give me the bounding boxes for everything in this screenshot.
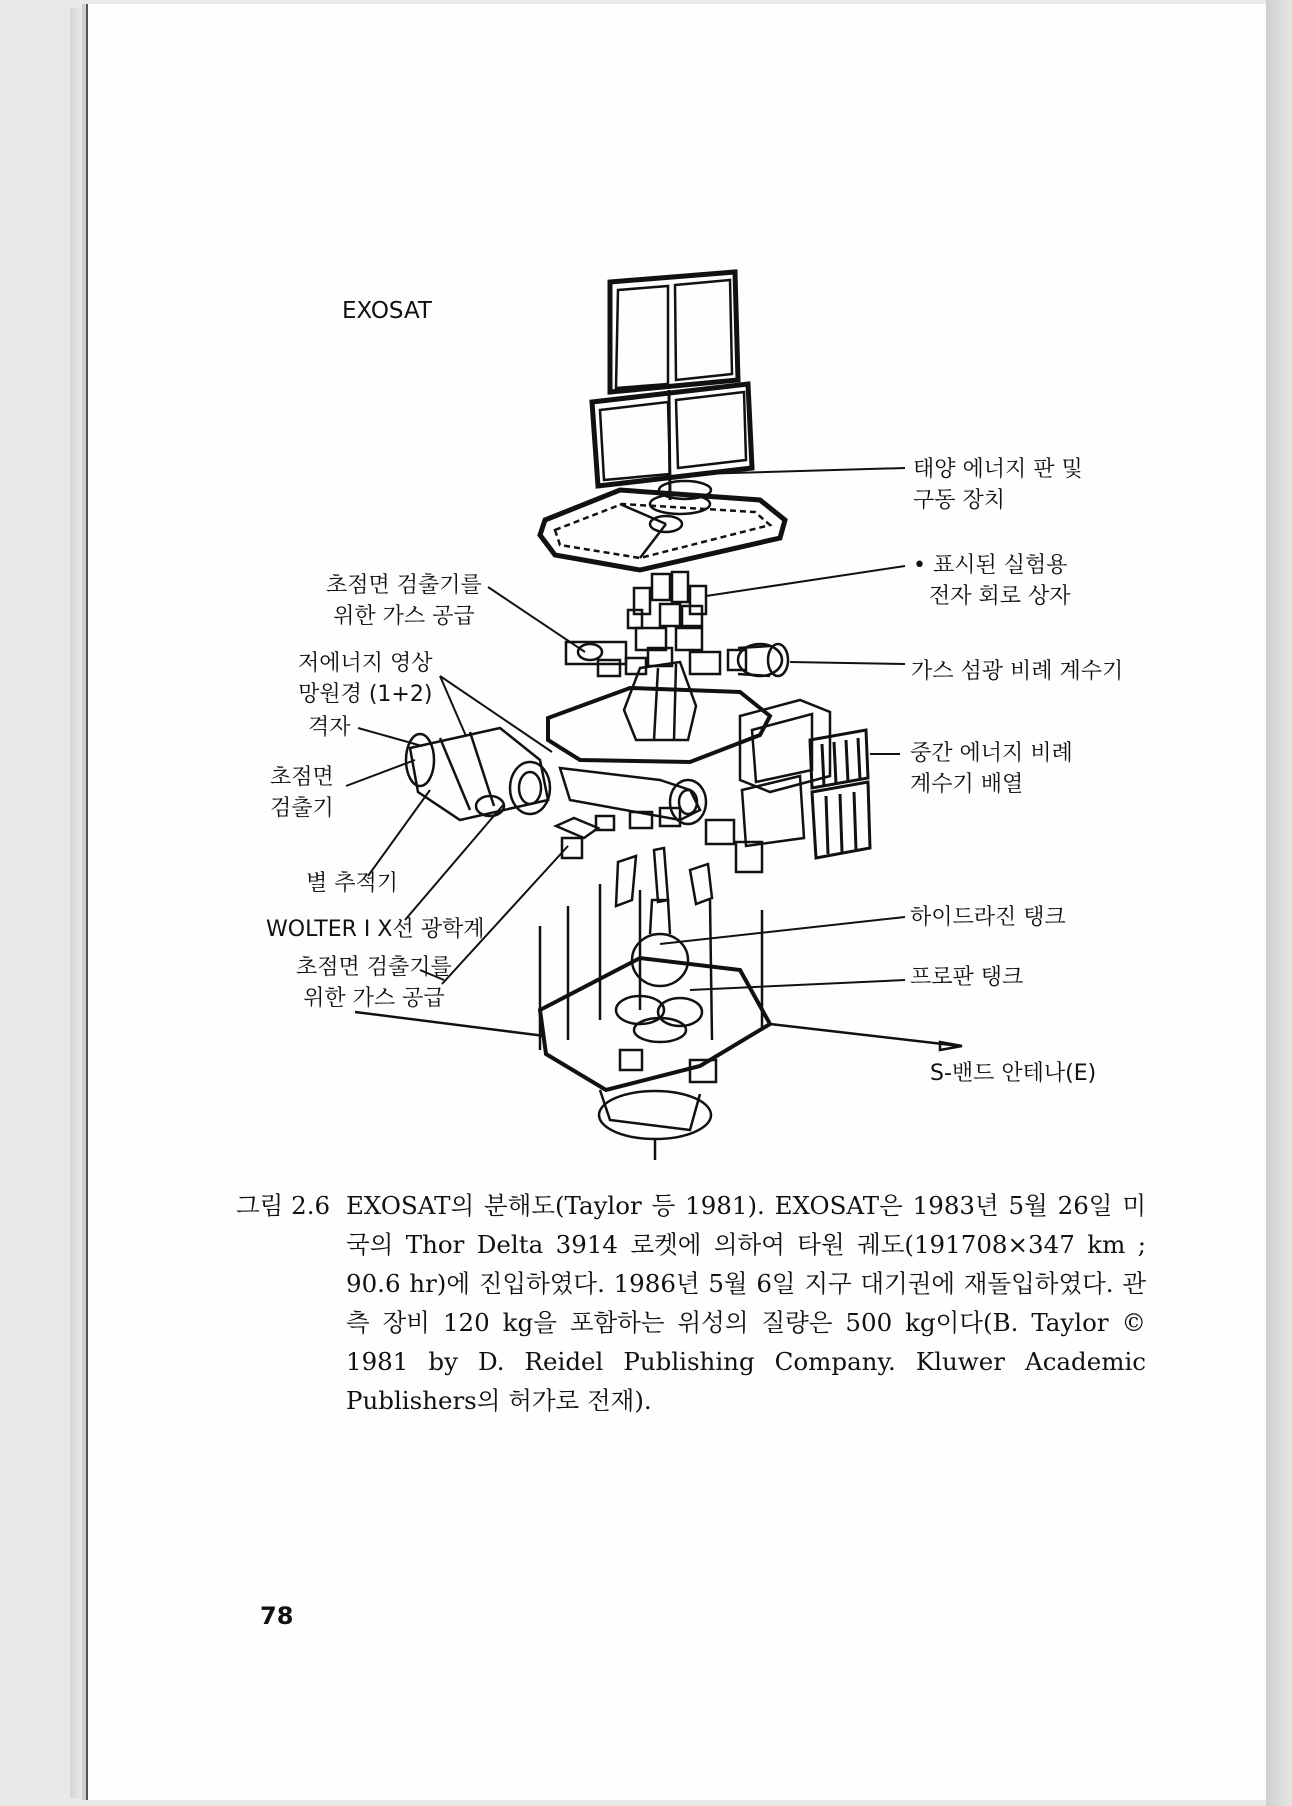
lower-boxes-drawing <box>556 808 762 906</box>
label-line: 저에너지 영상 <box>298 651 433 676</box>
label-electronics-box <box>913 550 1071 612</box>
label-propane-tank: 프로판 탱크 <box>910 965 1024 990</box>
label-line: 전자 회로 상자 <box>929 584 1071 609</box>
label-line: 위한 가스 공급 <box>303 986 445 1011</box>
label-focal-plane-detector <box>270 762 334 824</box>
label-line: 태양 에너지 판 및 <box>913 457 1083 482</box>
label-hydrazine-tank: 하이드라진 탱크 <box>910 905 1066 930</box>
electronics-boxes-drawing <box>628 572 706 628</box>
label-gas-scintillation: 가스 섬광 비례 계수기 <box>911 659 1124 684</box>
label-line: 구동 장치 <box>913 488 1006 513</box>
caption-label: 그림 2.6 <box>236 1191 331 1220</box>
label-gas-supply-bottom <box>296 952 452 1014</box>
label-low-energy-telescope <box>298 648 433 710</box>
label-line: 중간 에너지 비례 <box>910 741 1073 766</box>
label-line: 망원경 (1+2) <box>298 682 433 707</box>
label-grating: 격자 <box>308 715 351 740</box>
figure-title: EXOSAT <box>342 298 432 324</box>
label-s-band-antenna: S-밴드 안테나(E) <box>930 1061 1097 1086</box>
label-gas-supply-top <box>326 570 482 632</box>
label-line: 검출기 <box>270 796 334 821</box>
main-platform-drawing <box>548 662 830 846</box>
label-line: 초점면 <box>270 765 334 790</box>
label-line: 계수기 배열 <box>910 772 1024 797</box>
label-star-tracker: 별 추적기 <box>306 871 399 896</box>
caption-text: EXOSAT의 분해도(Taylor 등 1981). EXOSAT은 1983년 5월 26일 미국의 Thor Delta 3914 로켓에 의하여 타원 궤도(191708×347 km ; 90.6 hr)에 진입하였다. 1986년 5월 6일 지구 대기권에 재돌입하였다. 관측 장비 120 kg을 포함하는 위성의 질량은 500 kg이다(B. Taylor © 1981 by D. Reidel Publishing Company. Kluwer Academic Publishers의 허가로 전재). <box>346 1191 1146 1415</box>
label-line: 초점면 검출기를 <box>296 955 452 980</box>
label-line: 위한 가스 공급 <box>333 604 475 629</box>
solar-panel-drawing <box>540 272 785 570</box>
label-wolter-optics: WOLTER I X선 광학계 <box>266 917 485 942</box>
leader-lines <box>346 468 905 990</box>
label-line: • 표시된 실험용 <box>913 553 1068 578</box>
medium-energy-array-drawing <box>810 730 870 858</box>
label-solar-panel <box>913 454 1083 516</box>
label-medium-energy <box>910 738 1073 800</box>
page-number: 78 <box>260 1602 294 1630</box>
label-line: 초점면 검출기를 <box>326 573 482 598</box>
